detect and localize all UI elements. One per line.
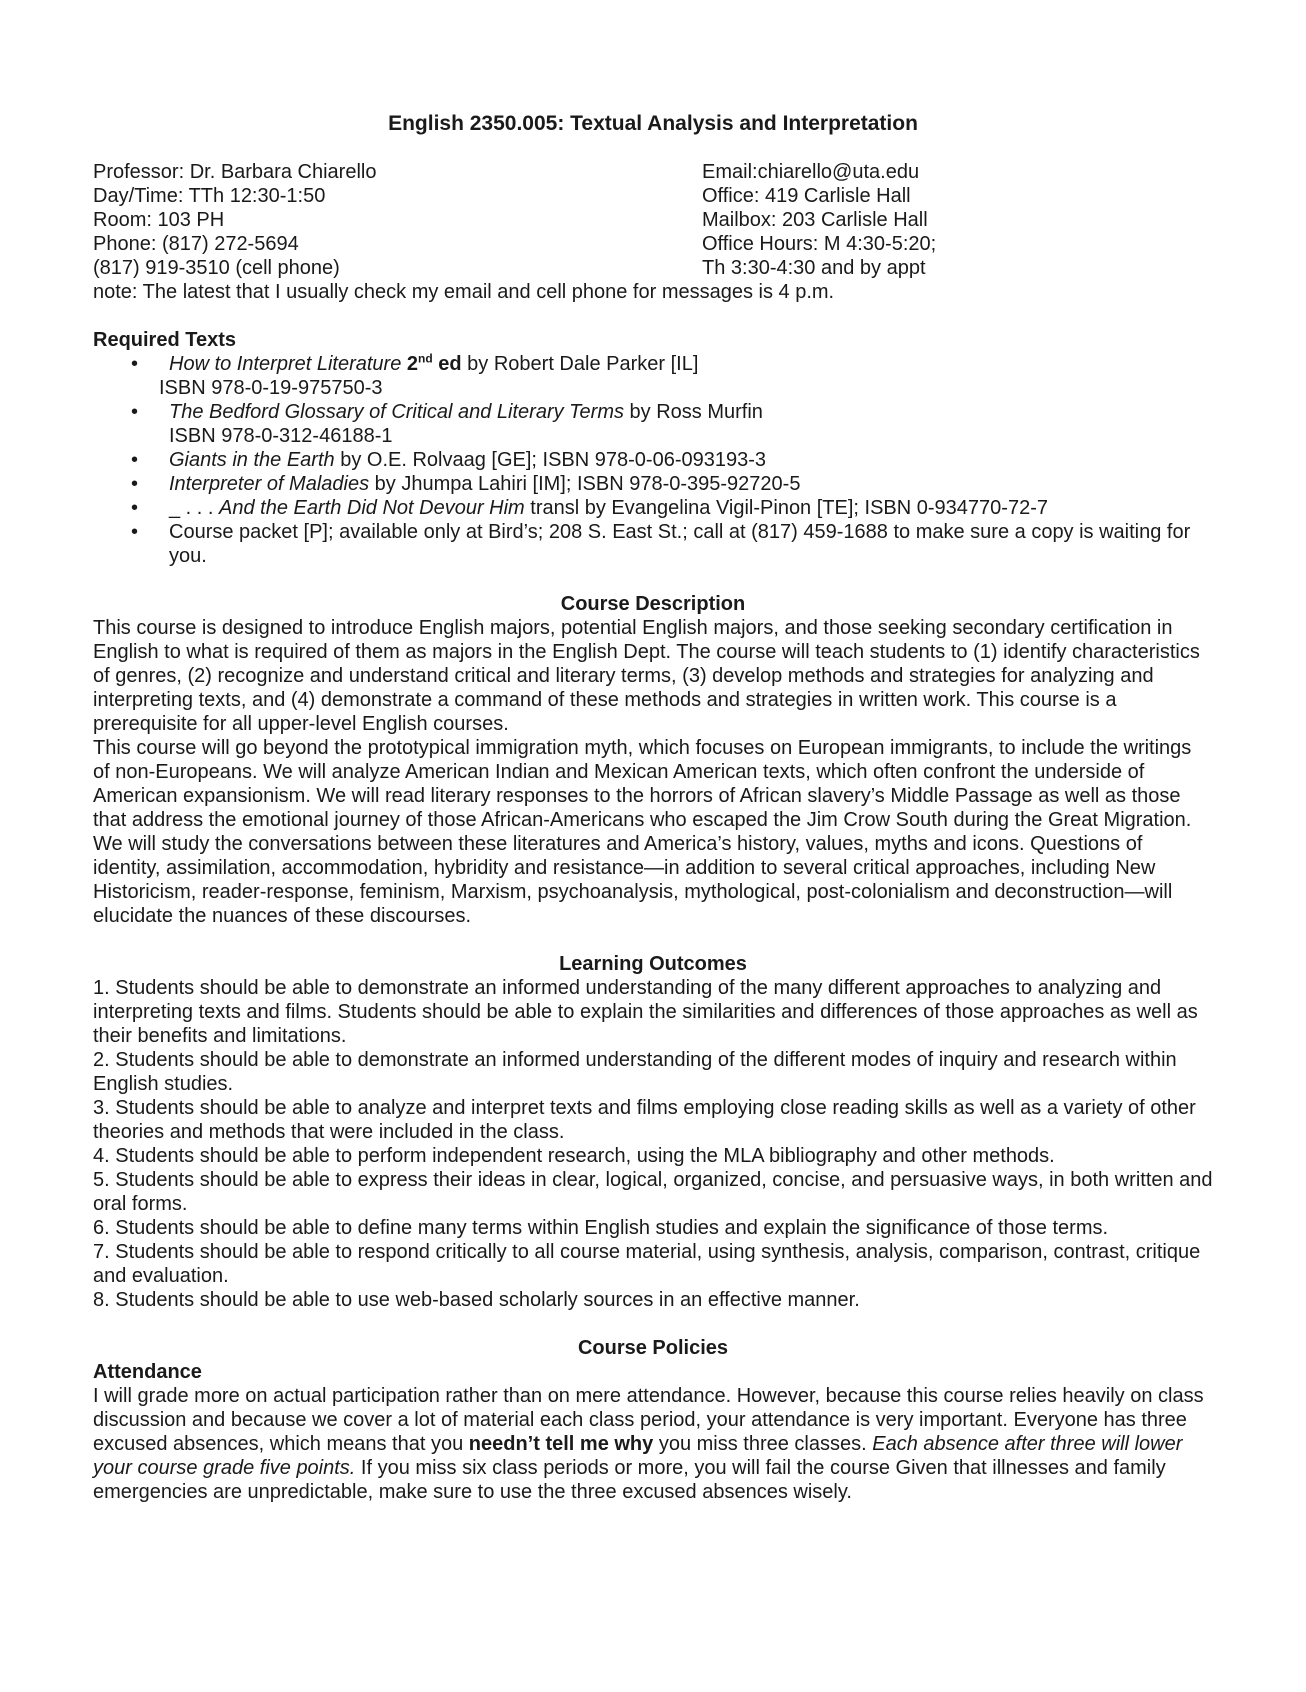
document-title: English 2350.005: Textual Analysis and Interpretation bbox=[388, 112, 918, 135]
office-line: Office: 419 Carlisle Hall bbox=[702, 185, 911, 207]
description-paragraph: We will study the conversations between these literatures and America’s history, values, myths and icons. Questions of identity, assimilation, accommodation, hybridity and resistance—in addition to several critical approaches, including New Historicism, reader-response, feminism, Marxism, psychoanalysis, mythological, post-colonialism and deconstruction—will elucidate the nuances of these discourses. bbox=[93, 833, 1173, 927]
required-texts-heading: Required Texts bbox=[93, 329, 236, 351]
learning-outcomes-heading: Learning Outcomes bbox=[559, 953, 747, 975]
office-hours-line: Office Hours: M 4:30-5:20; bbox=[702, 233, 937, 255]
outcome-item: 5. Students should be able to express their ideas in clear, logical, organized, concise, and persuasive ways, in both written and oral forms. bbox=[93, 1169, 1213, 1215]
attendance-paragraph bbox=[93, 1384, 1213, 1504]
attendance-text-3: If you miss six class periods or more, you will fail the course Given that illnesses and family emergencies are unpredictable, make sure to use the three excused absences wisely. bbox=[93, 1457, 1166, 1503]
outcome-item: 1. Students should be able to demonstrate an informed understanding of the many different approaches to analyzing and interpreting texts and films. Students should be able to explain the similarities and differences of those approaches as well as their benefits and limitations. bbox=[93, 977, 1198, 1047]
edition-number: 2 bbox=[406, 353, 419, 375]
day-time-line: Day/Time: TTh 12:30-1:50 bbox=[93, 185, 326, 207]
book-author: by Ross Murfin bbox=[624, 401, 763, 423]
book-author: by Robert Dale Parker [IL] bbox=[461, 353, 699, 375]
outcome-item: 3. Students should be able to analyze and interpret texts and films employing close reading skills as well as a variety of other theories and methods that were included in the class. bbox=[93, 1097, 1196, 1143]
list-item bbox=[93, 472, 1213, 496]
outcome-item: 8. Students should be able to use web-based scholarly sources in an effective manner. bbox=[93, 1289, 860, 1311]
mailbox-line: Mailbox: 203 Carlisle Hall bbox=[702, 209, 928, 231]
contact-left-column bbox=[93, 160, 702, 280]
bullet-icon: • bbox=[131, 353, 139, 375]
contact-info bbox=[93, 160, 1213, 280]
list-item bbox=[93, 520, 1213, 568]
course-packet-details: Course packet [P]; available only at Bird’s; 208 S. East St.; call at (817) 459-1688 to make sure a copy is waiting for you. bbox=[169, 521, 1191, 567]
book-title: Giants in the Earth bbox=[169, 449, 335, 471]
bullet-icon: • bbox=[131, 401, 139, 423]
syllabus-page bbox=[93, 112, 1213, 1504]
description-paragraph: This course will go beyond the prototypical immigration myth, which focuses on European immigrants, to include the writings of non-Europeans. We will analyze American Indian and Mexican American texts, which often confront the underside of American expansionism. We will read literary responses to the horrors of African slavery’s Middle Passage as well as those that address the emotional journey of those African-Americans who escaped the Jim Crow South during the Great Migration. bbox=[93, 737, 1192, 831]
book-details: transl by Evangelina Vigil-Pinon [TE]; ISBN 0-934770-72-7 bbox=[524, 497, 1048, 519]
book-details: by O.E. Rolvaag [GE]; ISBN 978-0-06-093193-3 bbox=[334, 449, 766, 471]
contact-note: note: The latest that I usually check my email and cell phone for messages is 4 p.m. bbox=[93, 281, 835, 303]
attendance-italic-text: Each absence after three will lower your course grade five points. bbox=[93, 1433, 1183, 1479]
book-title: How to Interpret Literature bbox=[169, 353, 402, 375]
description-paragraph: This course is designed to introduce English majors, potential English majors, and those seeking secondary certification in English to what is required of them as majors in the English Dept. The course will teach students to (1) identify characteristics of genres, (2) recognize and understand critical and literary terms, (3) develop methods and strategies for analyzing and interpreting texts, and (4) demonstrate a command of these methods and strategies in written work. This course is a prerequisite for all upper-level English courses. bbox=[93, 617, 1200, 735]
course-description-heading: Course Description bbox=[560, 593, 746, 615]
bullet-icon: • bbox=[131, 497, 139, 519]
book-title: The Bedford Glossary of Critical and Literary Terms bbox=[169, 401, 624, 423]
office-hours-line-2: Th 3:30-4:30 and by appt bbox=[702, 257, 926, 279]
attendance-bold-text: needn’t tell me why bbox=[468, 1433, 654, 1455]
required-texts-list bbox=[93, 352, 1213, 568]
outcome-item: 2. Students should be able to demonstrate an informed understanding of the different modes of inquiry and research within English studies. bbox=[93, 1049, 1177, 1095]
book-isbn: ISBN 978-0-312-46188-1 bbox=[169, 425, 393, 447]
phone-line: Phone: (817) 272-5694 bbox=[93, 233, 299, 255]
list-item bbox=[93, 496, 1213, 520]
title-prefix: _ . . . bbox=[169, 497, 220, 519]
cell-phone-line: (817) 919-3510 (cell phone) bbox=[93, 257, 340, 279]
professor-line: Professor: Dr. Barbara Chiarello bbox=[93, 161, 377, 183]
edition-superscript: nd bbox=[418, 351, 433, 366]
attendance-heading: Attendance bbox=[93, 1361, 202, 1383]
outcome-item: 6. Students should be able to define many terms within English studies and explain the significance of those terms. bbox=[93, 1217, 1109, 1239]
bullet-icon: • bbox=[131, 449, 139, 471]
outcome-item: 4. Students should be able to perform independent research, using the MLA bibliography and other methods. bbox=[93, 1145, 1055, 1167]
bullet-icon: • bbox=[131, 521, 139, 543]
book-title: Interpreter of Maladies bbox=[169, 473, 370, 495]
list-item bbox=[93, 352, 1213, 400]
contact-right-column bbox=[702, 160, 1213, 280]
attendance-text-1: I will grade more on actual participation rather than on mere attendance. However, because this course relies heavily on class discussion and because we cover a lot of material each class period, your attendance is very important. Everyone has three excused absences, which means that you bbox=[93, 1385, 1204, 1455]
room-line: Room: 103 PH bbox=[93, 209, 225, 231]
list-item bbox=[93, 400, 1213, 448]
bullet-icon: • bbox=[131, 473, 139, 495]
course-policies-heading: Course Policies bbox=[577, 1337, 729, 1359]
book-title: And the Earth Did Not Devour Him bbox=[219, 497, 525, 519]
book-details: by Jhumpa Lahiri [IM]; ISBN 978-0-395-92720-5 bbox=[369, 473, 801, 495]
book-isbn: ISBN 978-0-19-975750-3 bbox=[159, 377, 383, 399]
list-item bbox=[93, 448, 1213, 472]
attendance-text-2: you miss three classes. bbox=[653, 1433, 873, 1455]
outcome-item: 7. Students should be able to respond critically to all course material, using synthesis, analysis, comparison, contrast, critique and evaluation. bbox=[93, 1241, 1201, 1287]
email-line: Email:chiarello@uta.edu bbox=[702, 161, 920, 183]
edition-suffix: ed bbox=[432, 353, 462, 375]
